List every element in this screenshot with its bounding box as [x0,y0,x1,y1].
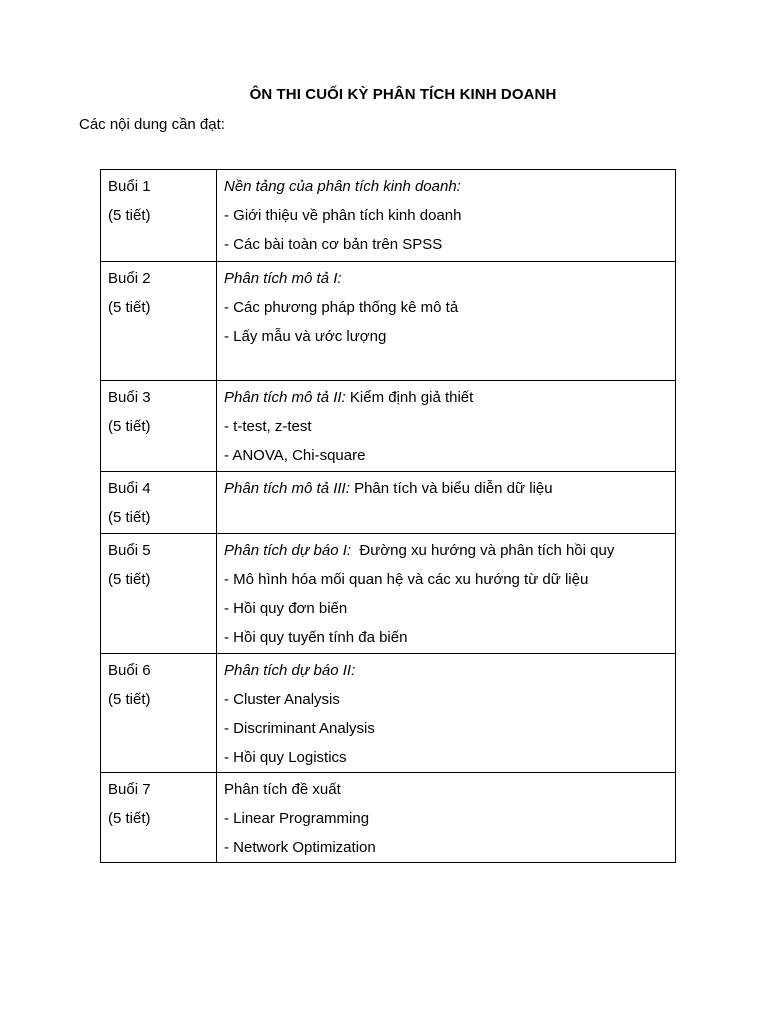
session-duration: (5 tiết) [108,299,151,316]
session-duration: (5 tiết) [108,418,151,435]
session-cell [101,170,217,262]
content-item: - Hồi quy Logistics [224,749,347,766]
session-duration: (5 tiết) [108,810,151,827]
content-item: - Các bài toàn cơ bản trên SPSS [224,236,443,253]
table-row [101,534,676,654]
content-heading [224,474,668,503]
content-cell [217,534,676,654]
content-item: - Hồi quy tuyến tính đa biến [224,629,408,646]
heading-italic: Nền tảng của phân tích kinh doanh: [224,178,461,195]
content-item: - Linear Programming [224,810,370,827]
content-item: - Network Optimization [224,839,376,856]
heading-rest: Phân tích và biểu diễn dữ liệu [349,480,553,497]
session-duration: (5 tiết) [108,509,151,526]
content-cell [217,170,676,262]
session-cell [101,472,217,534]
content-cell [217,654,676,773]
heading-rest: Phân tích đề xuất [224,781,341,798]
table-row [101,170,676,262]
heading-rest: Kiểm định giả thiết [345,389,474,406]
content-item: - t-test, z-test [224,418,312,435]
table-row [101,262,676,381]
session-name: Buổi 5 [108,542,151,559]
content-item: - Mô hình hóa mối quan hệ và các xu hướng từ dữ liệu [224,571,589,588]
session-name: Buổi 4 [108,480,151,497]
session-cell [101,773,217,863]
content-cell [217,773,676,863]
heading-italic: Phân tích mô tả I: [224,270,342,287]
session-cell [101,654,217,773]
session-duration: (5 tiết) [108,207,151,224]
heading-italic: Phân tích mô tả II: [224,389,346,406]
session-cell [101,381,217,472]
content-cell [217,472,676,534]
content-heading [224,172,668,201]
content-item: - Giới thiệu về phân tích kinh doanh [224,207,462,224]
table-row [101,654,676,773]
content-cell [217,381,676,472]
session-name: Buổi 7 [108,781,151,798]
heading-italic: Phân tích mô tả III: [224,480,350,497]
heading-italic: Phân tích dự báo I: [224,542,352,559]
session-name: Buổi 2 [108,270,151,287]
session-cell [101,534,217,654]
document-title: ÔN THI CUỐI KỲ PHÂN TÍCH KINH DOANH [249,86,557,103]
content-item: - ANOVA, Chi-square [224,447,366,464]
session-duration: (5 tiết) [108,691,151,708]
content-heading [224,775,668,804]
session-name: Buổi 3 [108,389,151,406]
heading-rest: Đường xu hướng và phân tích hồi quy [351,542,615,559]
session-name: Buổi 1 [108,178,151,195]
heading-italic: Phân tích dự báo II: [224,662,356,679]
content-heading [224,656,668,685]
table-row [101,773,676,863]
session-cell [101,262,217,381]
content-cell [217,262,676,381]
session-duration: (5 tiết) [108,571,151,588]
intro-text: Các nội dung cần đạt: [79,116,225,133]
content-heading [224,264,668,293]
table-row [101,472,676,534]
content-item: - Discriminant Analysis [224,720,375,737]
content-heading [224,383,668,412]
table-row [101,381,676,472]
content-item: - Hồi quy đơn biến [224,600,348,617]
content-heading [224,536,668,565]
schedule-table [100,169,676,863]
session-name: Buổi 6 [108,662,151,679]
content-item: - Các phương pháp thống kê mô tả [224,299,459,316]
content-item: - Lấy mẫu và ước lượng [224,328,387,345]
content-item: - Cluster Analysis [224,691,340,708]
